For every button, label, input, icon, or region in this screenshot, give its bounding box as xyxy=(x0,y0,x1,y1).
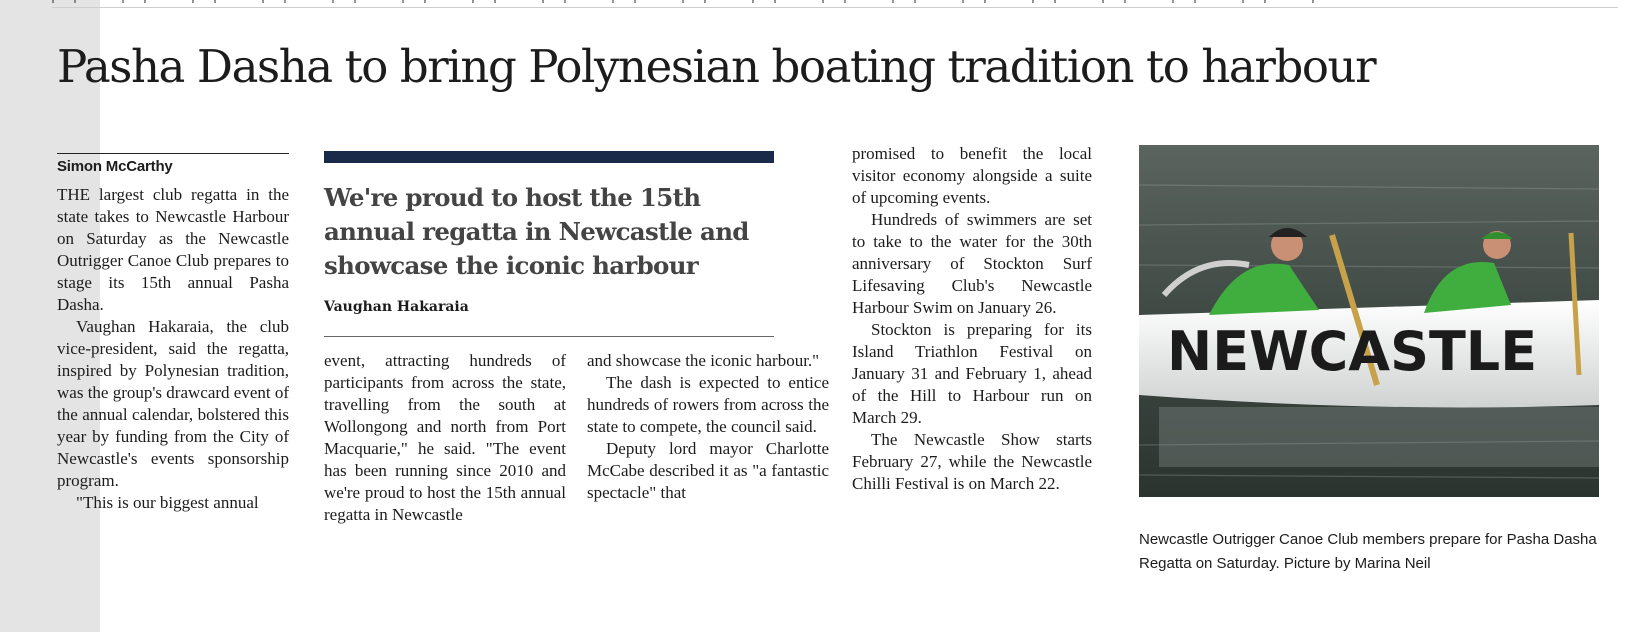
article-column-4 xyxy=(852,143,1092,495)
photo-caption: Newcastle Outrigger Canoe Club members prepare for Pasha Dasha Regatta on Saturday. Picture by Marina Neil xyxy=(1139,531,1597,572)
paragraph: THE largest club regatta in the state takes to Newcastle Harbour on Saturday as the Newcastle Outrigger Canoe Club prepares to stage its 15th annual Pasha Dasha. xyxy=(57,185,289,314)
paragraph: promised to benefit the local visitor economy alongside a suite of upcoming events. xyxy=(852,144,1092,207)
article-column-2 xyxy=(324,350,566,526)
pull-quote-bar xyxy=(324,151,774,163)
top-rule xyxy=(52,7,1618,8)
paragraph: The dash is expected to entice hundreds of rowers from across the state to compete, the council said. xyxy=(587,373,829,436)
paragraph: Vaughan Hakaraia, the club vice-president, said the regatta, inspired by Polynesian tradition, was the group's drawcard event of the annual calendar, bolstered this year by funding from the City of Newcastle's events sponsorship program. xyxy=(57,317,290,490)
byline-rule xyxy=(57,153,289,154)
pull-quote-author: Vaughan Hakaraia xyxy=(324,299,469,315)
pull-quote-rule xyxy=(324,336,774,337)
paragraph: The Newcastle Show starts February 27, while the Newcastle Chilli Festival is on March 22. xyxy=(852,430,1092,493)
byline-author: Simon McCarthy xyxy=(57,158,173,175)
paragraph: and showcase the iconic harbour." xyxy=(587,351,820,370)
outrigger-canoe-photo xyxy=(1139,145,1599,497)
boat-lettering: NEWCASTLE xyxy=(1167,320,1538,383)
article-column-3 xyxy=(587,350,829,504)
article-column-1 xyxy=(57,184,289,514)
paragraph: Deputy lord mayor Charlotte McCabe described it as "a fantastic spectacle" that xyxy=(587,439,829,502)
article-photo xyxy=(1139,145,1599,497)
paragraph: event, attracting hundreds of participants from across the state, travelling from the south at Wollongong and north from Port Macquarie," he said. "The event has been running since 2010 and we're proud to host the 15th annual regatta in Newcastle xyxy=(324,351,566,524)
headline: Pasha Dasha to bring Polynesian boating tradition to harbour xyxy=(57,40,1376,93)
previous-article-text-fragment xyxy=(52,0,1322,3)
paragraph: "This is our biggest annual xyxy=(76,493,259,512)
paragraph: Stockton is preparing for its Island Triathlon Festival on January 31 and February 1, ahead of the Hill to Harbour run on March 29. xyxy=(852,320,1092,427)
pull-quote-text: We're proud to host the 15th annual regatta in Newcastle and showcase the iconic harbour xyxy=(324,183,749,280)
paragraph: Hundreds of swimmers are set to take to the water for the 30th anniversary of Stockton Surf Lifesaving Club's Newcastle Harbour Swim on January 26. xyxy=(852,210,1092,317)
